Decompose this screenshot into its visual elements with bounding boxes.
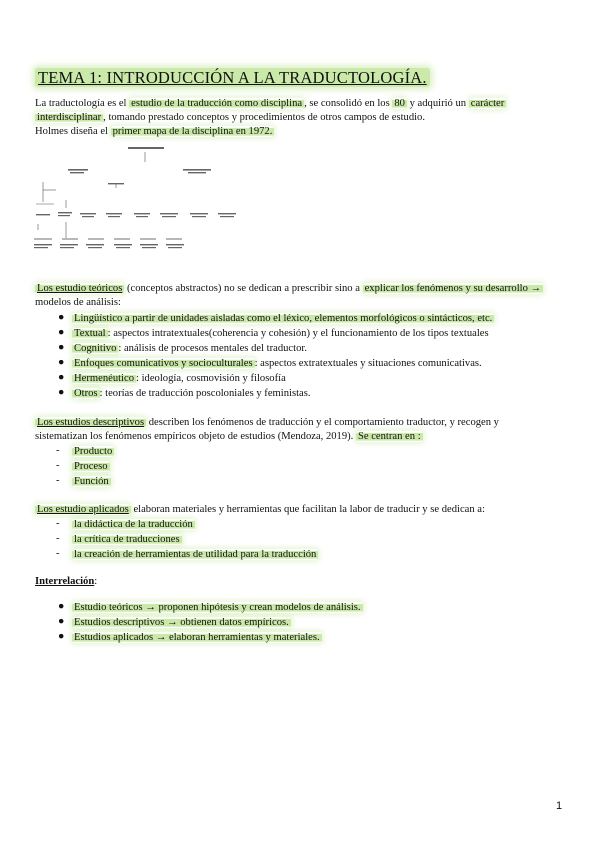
- item-highlight: la didáctica de la traducción: [74, 519, 193, 530]
- item-text: : aspectos extratextuales y situaciones comunicativas.: [254, 358, 482, 369]
- bullet-icon: ●: [58, 601, 65, 612]
- item-text: : teorías de traducción poscoloniales y feministas.: [99, 388, 311, 399]
- intro-text: , se consolidó en los: [304, 98, 393, 109]
- item-highlight: Proceso: [74, 461, 108, 472]
- item-highlight: Estudio teóricos → proponen hipótesis y crean modelos de análisis.: [74, 602, 361, 613]
- bullet-icon: ●: [58, 616, 65, 627]
- teoricos-label: Los estudio teóricos: [37, 283, 123, 294]
- item-highlight: Estudios aplicados → elaboran herramientas y materiales.: [74, 632, 320, 643]
- interrelacion-heading-text: Interrelación: [35, 576, 95, 587]
- list-item: [72, 548, 318, 561]
- interrelacion-heading: [35, 575, 97, 588]
- descriptivos-text: describen los fenómenos de traducción y el comportamiento traductor, y recogen y: [146, 417, 499, 428]
- bullet-icon: ●: [58, 387, 65, 398]
- bullet-icon: ●: [58, 327, 65, 338]
- page-number: 1: [556, 800, 563, 812]
- descriptivos-text: sistematizan los fenómenos empíricos objeto de estudios (Mendoza, 2019).: [35, 431, 356, 442]
- list-item: [72, 342, 307, 355]
- aplicados-line-1: [35, 503, 485, 516]
- item-highlight: Lingüístico a partir de unidades aisladas como el léxico, elementos morfológicos o sintácticos, etc.: [74, 313, 493, 324]
- intro-text: Holmes diseña el: [35, 126, 111, 137]
- heading-colon: :: [94, 576, 98, 587]
- descriptivos-label: Los estudios descriptivos: [37, 417, 145, 428]
- item-text: : ideología, cosmovisión y filosofía: [136, 373, 286, 384]
- list-item: [72, 387, 310, 400]
- teoricos-line-2: modelos de análisis:: [35, 297, 121, 308]
- teoricos-line-1: [35, 282, 543, 295]
- list-item: [72, 312, 494, 325]
- intro-highlight: interdisciplinar: [37, 112, 102, 123]
- list-item: [72, 631, 322, 644]
- item-highlight: la crítica de traducciones: [74, 534, 180, 545]
- intro-text: , tomando prestado conceptos y procedimientos de otros campos de estudio.: [103, 112, 425, 123]
- item-highlight: Cognitivo: [74, 343, 117, 354]
- bullet-icon: ●: [58, 312, 65, 323]
- list-item: [72, 445, 114, 458]
- list-item: [72, 327, 489, 340]
- dash-marker: -: [56, 533, 60, 544]
- intro-highlight: primer mapa de la disciplina en 1972.: [112, 126, 273, 137]
- list-item: [72, 357, 482, 370]
- list-item: [72, 533, 182, 546]
- intro-text: y adquirió un: [406, 98, 469, 109]
- list-item: [72, 518, 195, 531]
- dash-marker: -: [56, 460, 60, 471]
- page-title: [35, 68, 430, 88]
- dash-marker: -: [56, 475, 60, 486]
- holmes-map-diagram: [28, 142, 278, 262]
- intro-line-2: [35, 111, 425, 124]
- teoricos-text: (conceptos abstractos) no se dedican a prescribir sino a: [124, 283, 363, 294]
- item-highlight: Textual: [74, 328, 106, 339]
- item-highlight: Estudios descriptivos → obtienen datos empíricos.: [74, 617, 289, 628]
- aplicados-text: elaboran materiales y herramientas que facilitan la labor de traducir y se dedican a:: [130, 504, 485, 515]
- intro-highlight: estudio de la traducción como disciplina: [131, 98, 303, 109]
- bullet-icon: ●: [58, 357, 65, 368]
- item-highlight: Producto: [74, 446, 113, 457]
- item-highlight: Función: [74, 476, 109, 487]
- dash-marker: -: [56, 548, 60, 559]
- dash-marker: -: [56, 518, 60, 529]
- descriptivos-line-1: [35, 416, 499, 429]
- aplicados-label: Los estudio aplicados: [37, 504, 129, 515]
- list-item: [72, 460, 110, 473]
- intro-text: La traductología es el: [35, 98, 130, 109]
- list-item: [72, 475, 111, 488]
- item-highlight: Hermenéutico: [74, 373, 135, 384]
- list-item: [72, 616, 291, 629]
- list-item: [72, 372, 286, 385]
- teoricos-highlight: explicar los fenómenos y su desarrollo →: [364, 283, 542, 294]
- bullet-icon: ●: [58, 372, 65, 383]
- item-highlight: la creación de herramientas de utilidad para la traducción: [74, 549, 317, 560]
- item-highlight: Otros: [74, 388, 98, 399]
- item-highlight: Enfoques comunicativos y socioculturales: [74, 358, 253, 369]
- intro-line-1: [35, 97, 506, 110]
- item-text: : aspectos intratextuales(coherencia y cohesión) y el funcionamiento de los tipos textuales: [107, 328, 489, 339]
- page-title-text: TEMA 1: INTRODUCCIÓN A LA TRADUCTOLOGÍA.: [35, 68, 430, 87]
- descriptivos-line-2: [35, 430, 423, 443]
- bullet-icon: ●: [58, 631, 65, 642]
- intro-line-3: [35, 125, 274, 138]
- intro-highlight: carácter: [470, 98, 505, 109]
- intro-highlight: 80: [394, 98, 405, 109]
- item-text: : análisis de procesos mentales del traductor.: [118, 343, 307, 354]
- descriptivos-highlight: Se centran en :: [357, 431, 421, 442]
- list-item: [72, 601, 363, 614]
- dash-marker: -: [56, 445, 60, 456]
- bullet-icon: ●: [58, 342, 65, 353]
